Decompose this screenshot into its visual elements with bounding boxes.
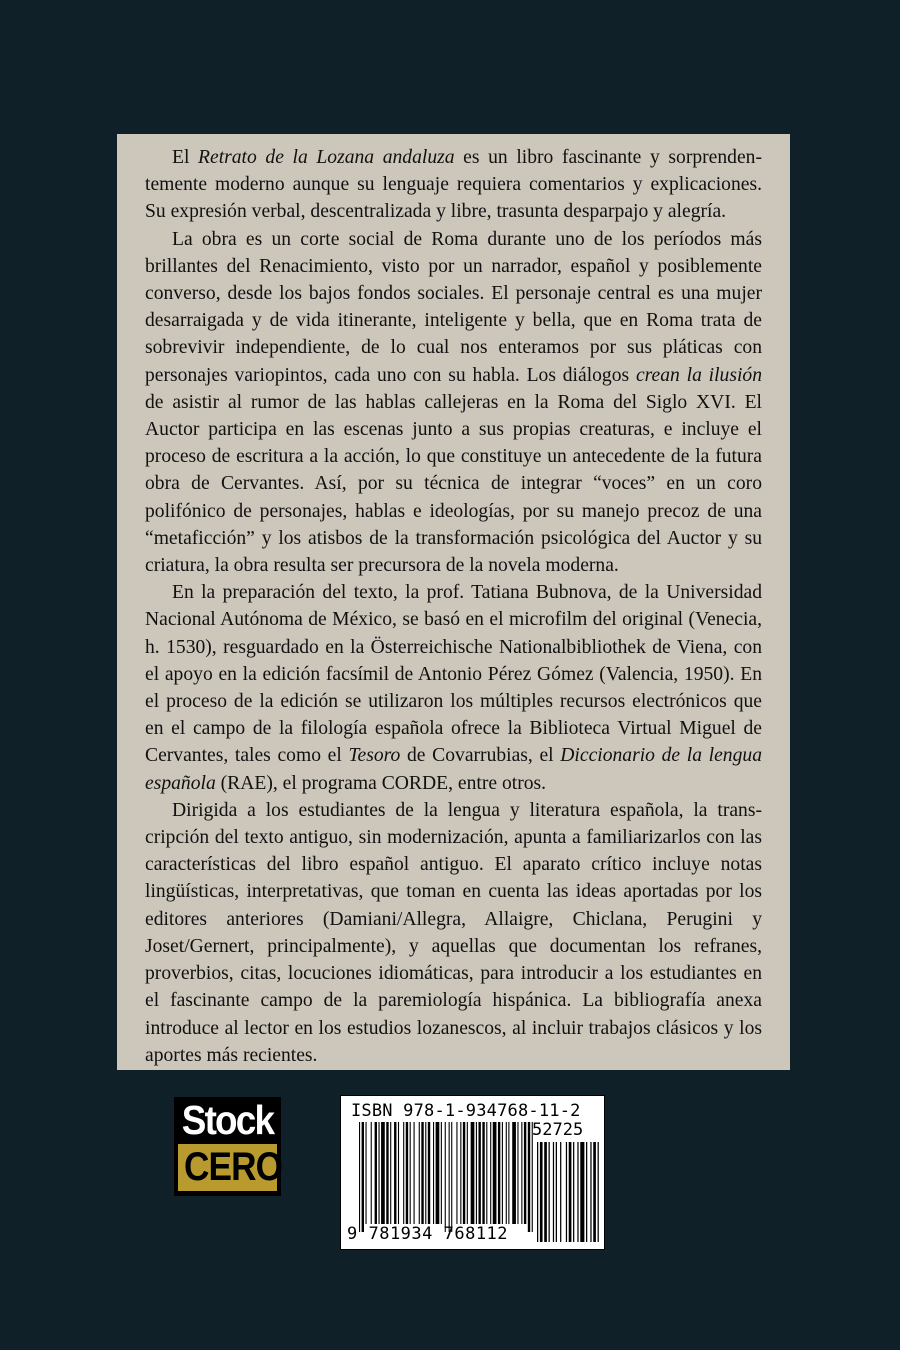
barcode-bar <box>378 1122 379 1224</box>
addon-barcode-bar <box>586 1142 587 1242</box>
barcode-bar <box>386 1122 388 1224</box>
barcode-bar <box>365 1122 366 1224</box>
synopsis-paragraph-2 <box>145 226 762 580</box>
addon-barcode-bar <box>569 1142 572 1242</box>
barcode-bar <box>419 1122 420 1224</box>
text-run: (RAE), el programa CORDE, entre otros. <box>215 772 547 794</box>
barcode-bar <box>460 1122 461 1224</box>
barcode-bar <box>471 1122 475 1224</box>
synopsis-paragraph-4 <box>145 797 762 1069</box>
barcode-bar <box>421 1122 423 1224</box>
isbn-label: ISBN 978-1-934768-11-2 <box>351 1101 581 1121</box>
barcode-bar <box>482 1122 484 1224</box>
barcode-bar <box>478 1122 480 1224</box>
addon-barcode-bar <box>590 1142 591 1242</box>
barcode-bar <box>394 1122 396 1224</box>
barcode-bar <box>467 1122 468 1224</box>
text-run: El <box>172 147 199 168</box>
barcode-bar <box>521 1122 522 1224</box>
barcode-bar <box>502 1122 503 1224</box>
stock-cero-logo <box>174 1097 281 1196</box>
logo-gold-band <box>178 1144 283 1191</box>
barcode-bar <box>359 1122 360 1232</box>
barcode-bar <box>403 1122 404 1224</box>
barcode-bar <box>398 1122 399 1224</box>
addon-barcode-bar <box>537 1142 538 1242</box>
text-run: es un libro fascinante y sorprendentemente moderno aunque su lenguaje requiera comentarios y explicaciones. Su expresión verbal, descentralizada y libre, trasunta desparpajo y alegría. <box>145 147 762 223</box>
barcode-bar <box>506 1122 507 1224</box>
addon-barcode-bar <box>556 1142 557 1242</box>
barcode-bar <box>517 1122 518 1224</box>
logo-text-stock: Stock <box>181 1097 274 1143</box>
barcode-bar <box>524 1122 526 1224</box>
barcode-bar <box>390 1122 391 1224</box>
barcode-bar <box>498 1122 500 1224</box>
barcode-bar <box>512 1122 516 1224</box>
text-run: de asistir al rumor de las hablas callejeras en la Roma del Siglo XVI. El Auctor participa en las escenas junto a sus propias creaturas, e incluye el proceso de escritura a la acción, lo que constituye un antecedente de la futura obra de Cervantes. Así, por su técnica de integrar “voces” en un coro polifónico de personajes, hablas e ideologías, por su manejo precoz de una “metaficción” y los atisbos de la transformación psicológica del Auctor y su criatura, la obra resulta ser precursora de la novela moderna. <box>145 391 762 577</box>
text-run: La obra es un corte social de Roma durante uno de los períodos más brillantes del Renacimiento, visto por un narrador, español y posiblemente converso, desde los bajos fondos sociales. El personaje central es una mujer desarraigada y de vida itinerante, inteligente y bella, que en Roma trata de sobrevivir independiente, de lo cual nos enteramos por sus pláticas con personajes variopintos, cada uno con su habla. Los diálogos <box>145 228 762 386</box>
barcode-bar <box>441 1122 442 1224</box>
barcode-bar <box>410 1122 411 1224</box>
addon-barcode-bar <box>553 1142 554 1242</box>
barcode-bar <box>490 1122 491 1224</box>
text-run: En la preparación del texto, la prof. Tatiana Bubnova, de la Universidad Nacional Autónoma de México, se basó en el microfilm del original (Venecia, h. 1530), resguardado en la Österreichische Nationalbibliothek de Viena, con el apoyo en la edición facsímil de Antonio Pérez Gómez (Valencia, 1950). En el proceso de la edición se utilizaron los múltiples recursos electrónicos que en el campo de la filología española ofrece la Biblioteca Virtual Miguel de Cervantes, tales como el <box>145 582 762 767</box>
addon-barcode-bar <box>573 1142 574 1242</box>
barcode-bar <box>528 1122 530 1232</box>
addon-barcode-bar <box>566 1142 567 1242</box>
italic-title-run: Tesoro <box>348 745 401 767</box>
addon-barcode-bar <box>593 1142 596 1242</box>
barcode-bar <box>381 1122 385 1224</box>
barcode-bar <box>433 1122 434 1224</box>
barcode-bar <box>406 1122 408 1224</box>
isbn-barcode <box>340 1095 605 1250</box>
synopsis-paragraph-1 <box>145 144 762 226</box>
barcode-bar <box>362 1122 364 1232</box>
addon-barcode-bar <box>577 1142 578 1242</box>
barcode-bar <box>493 1122 497 1224</box>
barcode-bar <box>508 1122 509 1224</box>
barcode-bar <box>445 1122 446 1232</box>
barcode-bar <box>428 1122 430 1224</box>
text-run: de Covarrubias, el <box>400 745 561 767</box>
addon-barcode-bar <box>598 1142 599 1242</box>
barcode-bar <box>486 1122 487 1224</box>
text-run: Dirigida a los estudiantes de la lengua y literatura española, la transcripción del texto antiguo, sin modernización, apunta a familiarizarlos con las características del libro español antiguo. El aparato crítico incluye notas lingüísticas, interpretativas, que toman en cuenta las ideas aportadas por los editores anteriores (Damiani/Allegra, Allaigre, Chiclana, Perugini y Joset/Gernert, principalmente), y aquellas que documentan los refranes, proverbios, citas, locuciones idiomáticas, para introducir a los estudiantes en el fascinante campo de la paremiología hispánica. La bibliografía anexa introduce al lector en los estudios lozanescos, al incluir trabajos clásicos y los aportes más recientes. <box>145 799 762 1066</box>
addon-barcode-bar <box>549 1142 550 1242</box>
barcode-bar <box>436 1122 440 1224</box>
logo-text-cero: CERO <box>183 1145 283 1189</box>
addon-barcode-bar <box>580 1142 584 1242</box>
ean-digits: 9 781934 768112 <box>347 1224 509 1244</box>
barcode-bar <box>451 1122 452 1232</box>
addon-barcode-bar <box>560 1142 561 1242</box>
italic-title-run: crean la ilusión <box>635 364 762 386</box>
italic-title-run: Diccionario de la lengua española <box>145 745 762 794</box>
barcode-bar <box>414 1122 415 1224</box>
barcode-bar <box>449 1122 450 1232</box>
synopsis-paragraph-3 <box>145 579 762 797</box>
barcode-bar <box>425 1122 426 1224</box>
addon-barcode-bar <box>544 1142 547 1242</box>
barcode-bar <box>463 1122 465 1224</box>
price-addon-code: 52725 <box>532 1120 584 1140</box>
italic-title-run: Retrato de la Lozana andaluza <box>198 147 455 168</box>
barcode-bar <box>456 1122 457 1224</box>
barcode-bar <box>375 1122 377 1224</box>
back-cover-text-panel <box>117 134 790 1070</box>
barcode-bar <box>371 1122 372 1224</box>
addon-barcode-bar <box>540 1142 543 1242</box>
barcode-bar <box>476 1122 477 1224</box>
